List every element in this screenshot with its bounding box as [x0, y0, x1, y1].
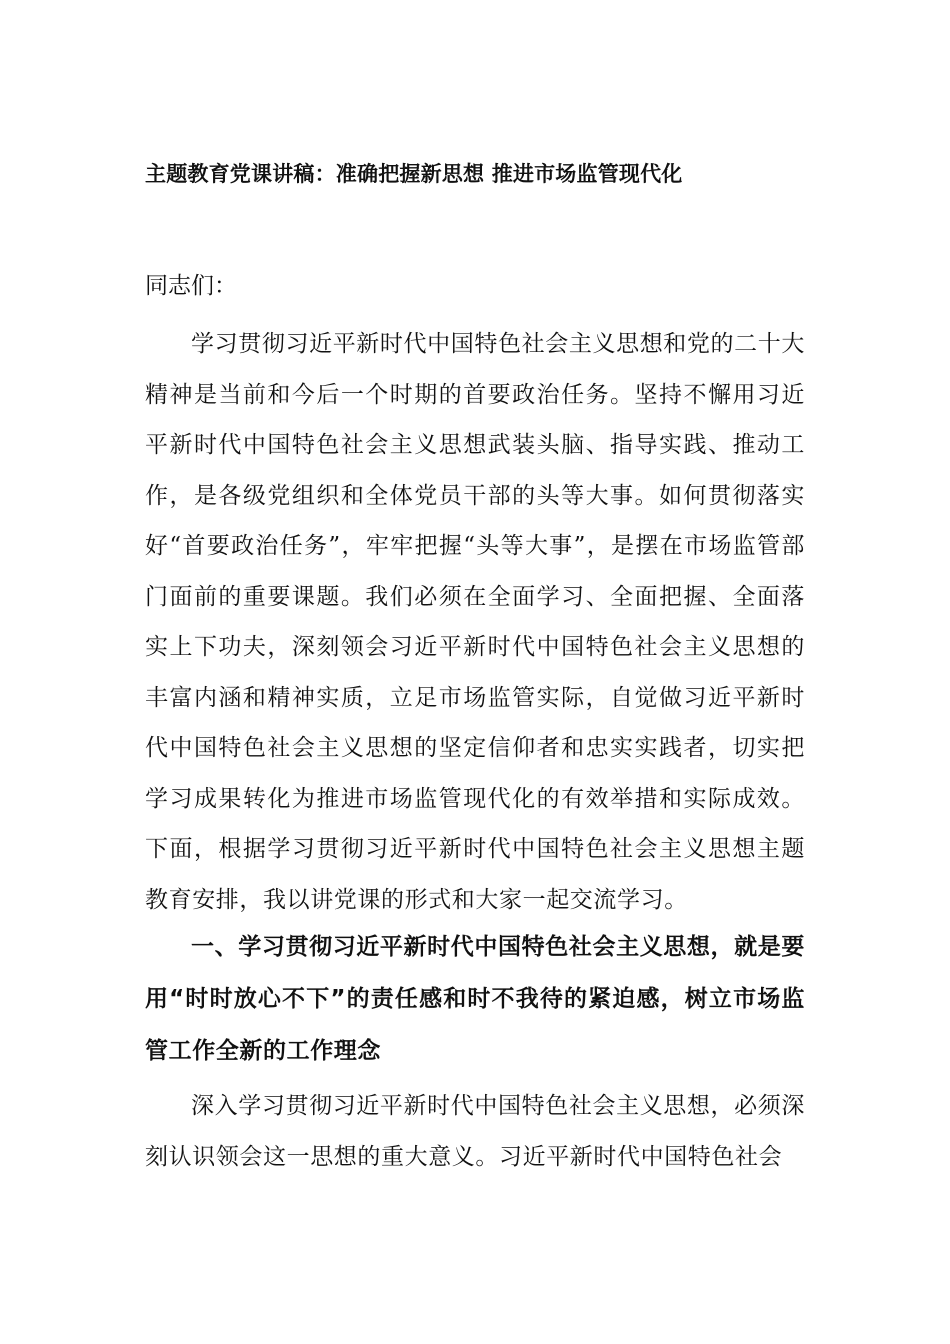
document-title: 主题教育党课讲稿：准确把握新思想 推进市场监管现代化 [145, 162, 683, 186]
salutation: 同志们： [145, 273, 237, 299]
body-paragraph: 学习贯彻习近平新时代中国特色社会主义思想和党的二十大精神是当前和今后一个时期的首要政治任务。坚持不懈用习近平新时代中国特色社会主义思想武装头脑、指导实践、推动工作，是各级党组织和全体党员干部的头等大事。如何贯彻落实好“首要政治任务”，牢牢把握“头等大事”，是摆在市场监管部门面前的重要课题。我们必须在全面学习、全面把握、全面落实上下功夫，深刻领会习近平新时代中国特色社会主义思想的丰富内涵和精神实质，立足市场监管实际，自觉做习近平新时代中国特色社会主义思想的坚定信仰者和忠实实践者，切实把学习成果转化为推进市场监管现代化的有效举措和实际成效。下面，根据学习贯彻习近平新时代中国特色社会主义思想主题教育安排，我以讲党课的形式和大家一起交流学习。 [145, 331, 805, 913]
section-heading: 一、学习贯彻习近平新时代中国特色社会主义思想，就是要用“时时放心不下”的责任感和时不我待的紧迫感，树立市场监管工作全新的工作理念 [145, 934, 805, 1064]
section-paragraph: 深入学习贯彻习近平新时代中国特色社会主义思想，必须深刻认识领会这一思想的重大意义。习近平新时代中国特色社会 [145, 1093, 805, 1170]
